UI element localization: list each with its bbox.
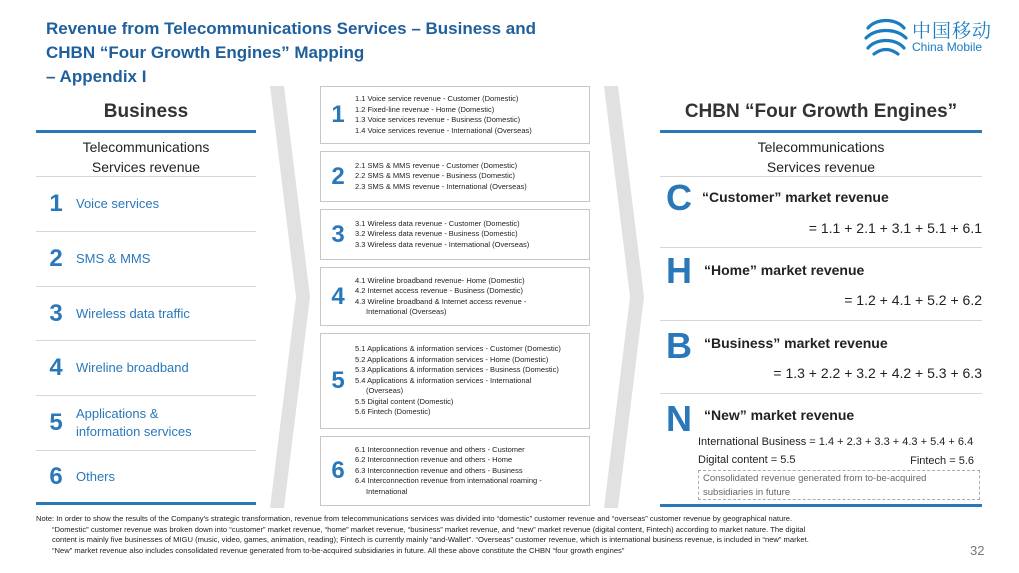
business-item-label: Wireline broadband xyxy=(76,360,189,375)
chbn-consolidated-line-2: subsidiaries in future xyxy=(703,487,791,498)
mapping-box-2 xyxy=(320,151,590,202)
mapping-line: 2.3 SMS & MMS revenue - International (Overseas) xyxy=(355,181,527,191)
business-subheader-line-1: Telecommunications xyxy=(82,139,210,155)
chbn-formula: = 1.3 + 2.2 + 3.2 + 4.2 + 5.3 + 6.3 xyxy=(773,365,982,381)
mapping-box-number: 5 xyxy=(331,367,345,394)
chbn-header: CHBN “Four Growth Engines” xyxy=(684,101,958,122)
chbn-subheader-line-2: Services revenue xyxy=(766,159,876,175)
chbn-row-home xyxy=(660,248,982,321)
mapping-line: 5.3 Applications & information services - Business (Domestic) xyxy=(355,365,559,375)
mapping-box-number: 1 xyxy=(331,101,345,128)
mapping-line: 4.2 Internet access revenue - Business (Domestic) xyxy=(355,286,523,295)
chbn-intl-formula: International Business = 1.4 + 2.3 + 3.3 + 4.3 + 5.4 + 6.4 xyxy=(698,436,974,448)
left-chevron-arrow xyxy=(270,86,312,508)
title-line-1: Revenue from Telecommunications Services – Business and xyxy=(46,19,537,38)
chbn-fintech-formula: Fintech = 5.6 xyxy=(910,455,974,467)
mapping-line: International xyxy=(366,486,408,496)
mapping-line: 4.1 Wireline broadband revenue- Home (Domestic) xyxy=(355,275,525,285)
business-item-number: 6 xyxy=(49,462,63,490)
business-item-others xyxy=(36,451,256,502)
business-bottom-rule xyxy=(36,502,256,505)
chbn-formula: = 1.2 + 4.1 + 5.2 + 6.2 xyxy=(844,292,982,308)
chbn-row-customer xyxy=(660,177,982,248)
logo-chinese-text: 中国移动 xyxy=(912,21,993,42)
mapping-line: International (Overseas) xyxy=(366,307,447,316)
footnote-line: content is mainly five businesses of MIGU (music, video, games, animation, reading); Fintech is currently mainly “and-Wallet”. “Overseas” customer revenue, which is international business revenue, is included in “new” market. xyxy=(52,535,809,545)
footnote-line: “Domestic” customer revenue was broken down into “customer” market revenue, “home” market revenue, “business” market revenue, and “new” market revenue (digital content, Fintech) according to market nature. The digital xyxy=(52,524,806,534)
mapping-line: 3.1 Wireless data revenue - Customer (Domestic) xyxy=(355,218,520,228)
logo-english-text: China Mobile xyxy=(912,40,983,54)
mapping-line: 4.3 Wireline broadband & Internet access revenue - xyxy=(355,296,527,306)
business-item-label: Others xyxy=(76,468,116,484)
mapping-line: (Overseas) xyxy=(366,386,404,396)
footnote-line: Note: In order to show the results of the Company's strategic transformation, revenue from telecommunications services was divided into “domestic” customer revenue and “overseas” customer revenue by geographical nature. xyxy=(36,514,793,523)
mapping-box-number: 6 xyxy=(331,457,345,484)
china-mobile-logo-icon xyxy=(862,14,910,58)
chbn-label: “Business” market revenue xyxy=(704,335,888,351)
business-header: Business xyxy=(103,101,189,122)
business-item-number: 2 xyxy=(49,245,63,272)
business-item-label: Wireless data traffic xyxy=(76,305,190,321)
mapping-box-lines xyxy=(355,344,561,418)
chbn-formula: = 1.1 + 2.1 + 3.1 + 5.1 + 6.1 xyxy=(808,220,982,236)
business-item-wireless-data xyxy=(36,287,256,341)
mapping-box-1 xyxy=(320,86,590,144)
mapping-line: 1.1 Voice service revenue - Customer (Domestic) xyxy=(355,94,519,103)
mapping-line: 6.4 Interconnection revenue from international roaming - xyxy=(355,476,542,486)
business-item-label: Voice services xyxy=(76,196,160,211)
business-item-sms xyxy=(36,232,256,287)
business-header-rule xyxy=(36,130,256,133)
business-item-voice xyxy=(36,177,256,232)
mapping-line: 3.3 Wireless data revenue - International (Overseas) xyxy=(355,239,530,249)
footnote xyxy=(36,514,961,556)
business-item-number: 3 xyxy=(49,299,63,327)
business-item-label-line-2: information services xyxy=(76,424,192,439)
footnote-line: “New” market revenue also includes consolidated revenue generated from to-be-acquired subsidiaries in future. All these above constitute the CHBN “four growth engines” xyxy=(52,545,625,555)
mapping-line: 5.5 Digital content (Domestic) xyxy=(355,396,454,406)
business-item-label: SMS & MMS xyxy=(76,251,151,266)
title-line-2: CHBN “Four Growth Engines” Mapping xyxy=(46,43,365,62)
chbn-digital-formula: Digital content = 5.5 xyxy=(698,454,796,466)
mapping-line: 5.6 Fintech (Domestic) xyxy=(355,407,431,417)
title-line-3: – Appendix I xyxy=(46,67,147,86)
chbn-header-rule xyxy=(660,130,982,133)
chbn-letter: B xyxy=(666,325,692,366)
mapping-line: 6.1 Interconnection revenue and others - Customer xyxy=(355,444,525,454)
mapping-box-lines xyxy=(355,219,529,251)
business-item-number: 4 xyxy=(49,354,63,381)
business-item-label-line-1: Applications & xyxy=(76,406,159,421)
mapping-box-lines xyxy=(355,445,542,498)
chbn-bottom-rule xyxy=(660,504,982,507)
right-chevron-arrow xyxy=(604,86,646,508)
mapping-line: 1.3 Voice services revenue - Business (Domestic) xyxy=(355,115,521,124)
mapping-line: 2.2 SMS & MMS revenue - Business (Domestic) xyxy=(355,171,516,181)
mapping-box-number: 2 xyxy=(331,162,345,190)
mapping-box-5 xyxy=(320,333,590,429)
mapping-line: 5.1 Applications & information services - Customer (Domestic) xyxy=(355,344,561,354)
page-number: 32 xyxy=(970,543,985,558)
business-item-wireline xyxy=(36,341,256,396)
mapping-line: 3.2 Wireless data revenue - Business (Domestic) xyxy=(355,229,518,239)
chbn-label: “New” market revenue xyxy=(704,407,855,423)
chbn-label: “Customer” market revenue xyxy=(702,189,889,205)
mapping-box-number: 4 xyxy=(331,282,345,310)
chbn-letter: N xyxy=(666,398,692,439)
chbn-letter: H xyxy=(666,250,692,291)
mapping-box-lines xyxy=(355,94,532,136)
mapping-line: 2.1 SMS & MMS revenue - Customer (Domestic) xyxy=(355,160,518,170)
chbn-subheader xyxy=(660,137,982,177)
mapping-line: 5.2 Applications & information services - Home (Domestic) xyxy=(355,354,549,364)
chbn-row-business xyxy=(660,321,982,394)
business-item-number: 5 xyxy=(49,409,63,436)
mapping-line: 1.2 Fixed-line revenue - Home (Domestic) xyxy=(355,104,495,114)
chbn-row-new xyxy=(660,394,982,502)
mapping-box-lines xyxy=(355,161,527,193)
mapping-line: 6.2 Interconnection revenue and others - Home xyxy=(355,455,513,465)
mapping-box-4 xyxy=(320,267,590,326)
chbn-letter: C xyxy=(666,177,692,218)
mapping-box-number: 3 xyxy=(331,220,345,248)
mapping-box-lines xyxy=(355,276,526,318)
mapping-line: 6.3 Interconnection revenue and others - Business xyxy=(355,465,523,475)
mapping-box-6 xyxy=(320,436,590,506)
page-title xyxy=(46,17,606,89)
chbn-subheader-line-1: Telecommunications xyxy=(757,139,885,155)
business-item-applications xyxy=(36,396,256,451)
chbn-consolidated-note xyxy=(698,470,980,500)
business-item-label xyxy=(76,405,192,441)
business-item-number: 1 xyxy=(49,190,63,217)
mapping-box-3 xyxy=(320,209,590,260)
chbn-consolidated-line-1: Consolidated revenue generated from to-be-acquired xyxy=(703,473,927,484)
mapping-line: 5.4 Applications & information services - International xyxy=(355,375,532,385)
mapping-line: 1.4 Voice services revenue - International (Overseas) xyxy=(355,125,532,135)
business-subheader xyxy=(36,137,256,177)
business-subheader-line-2: Services revenue xyxy=(91,159,201,175)
chbn-label: “Home” market revenue xyxy=(704,262,865,278)
